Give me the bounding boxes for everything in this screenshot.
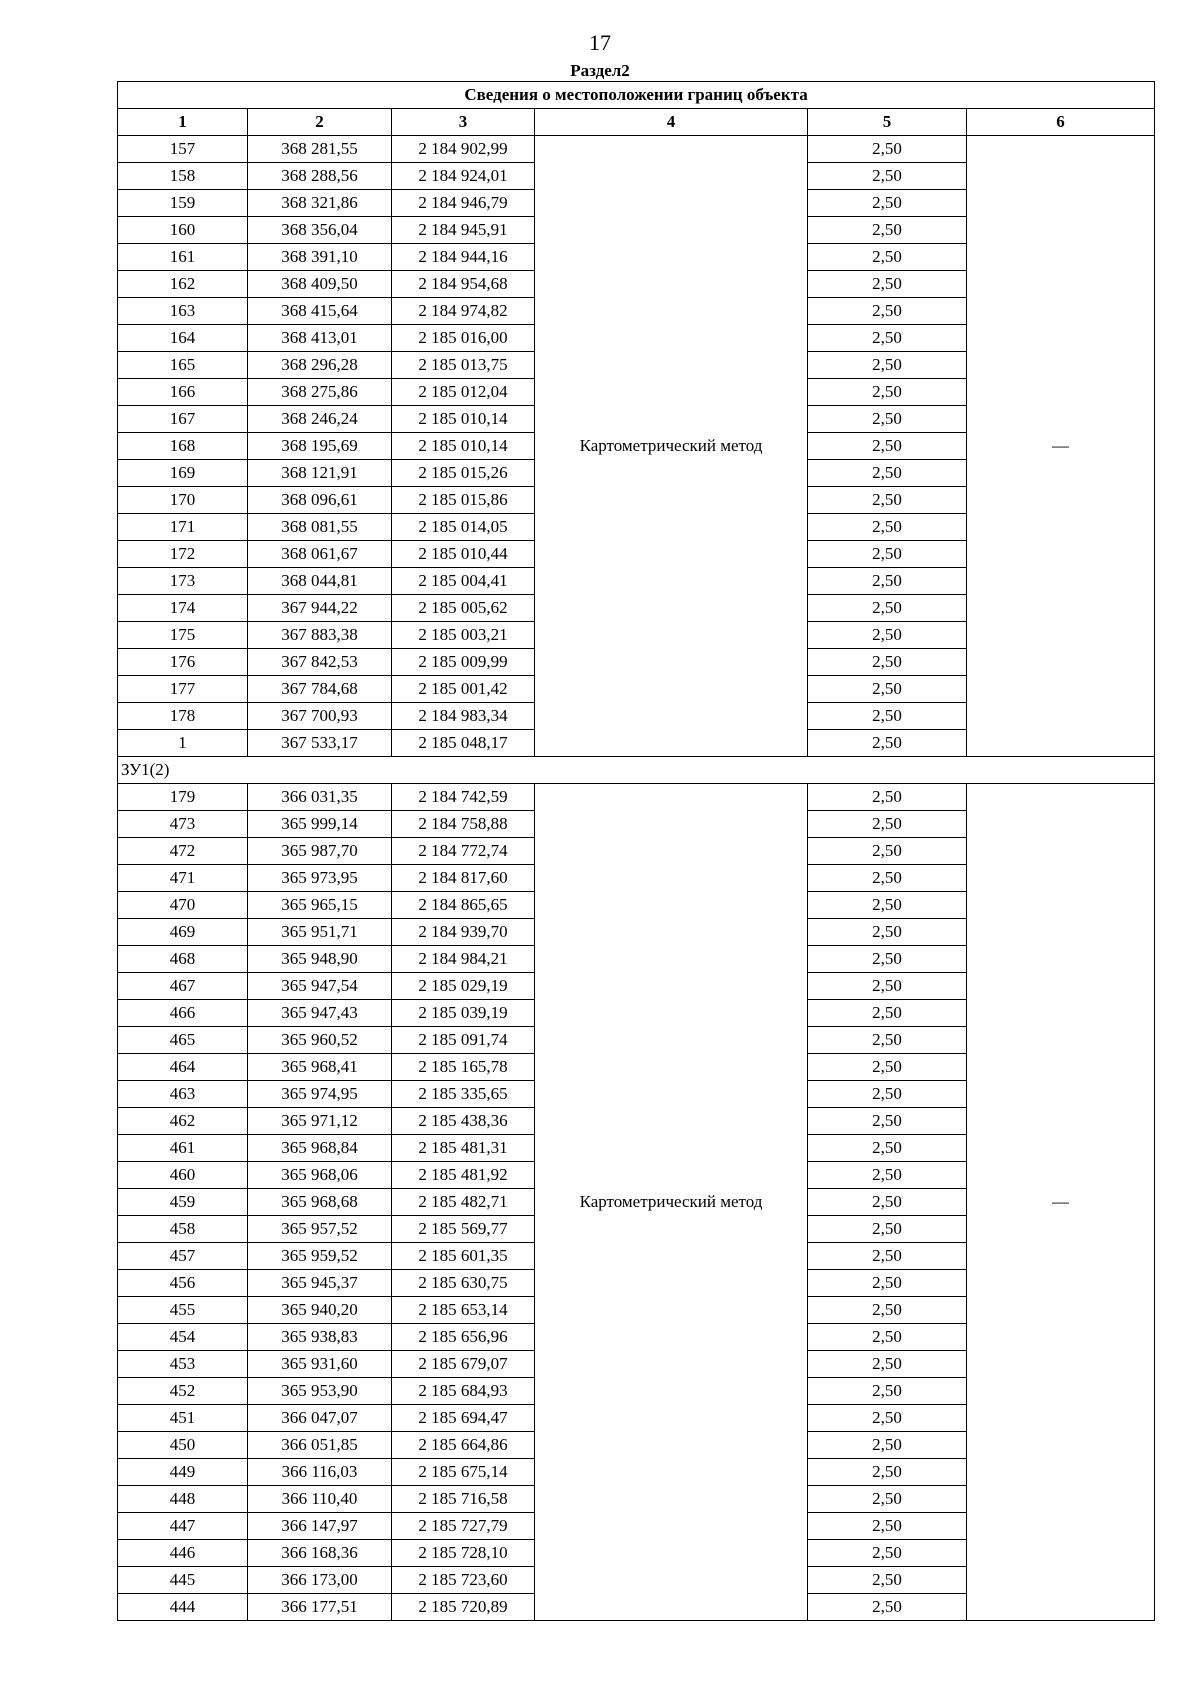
coordinate-y-cell: 2 185 720,89 [392,1594,535,1621]
coordinate-x-cell: 365 968,84 [248,1135,392,1162]
accuracy-cell: 2,50 [808,352,967,379]
accuracy-cell: 2,50 [808,919,967,946]
accuracy-cell: 2,50 [808,1000,967,1027]
coordinate-x-cell: 367 784,68 [248,676,392,703]
coordinate-x-cell: 366 047,07 [248,1405,392,1432]
coordinate-x-cell: 365 947,54 [248,973,392,1000]
point-number-cell: 444 [118,1594,248,1621]
coordinate-y-cell: 2 185 601,35 [392,1243,535,1270]
accuracy-cell: 2,50 [808,1054,967,1081]
coordinate-x-cell: 368 391,10 [248,244,392,271]
point-number-cell: 164 [118,325,248,352]
coordinate-x-cell: 368 246,24 [248,406,392,433]
coordinate-x-cell: 366 147,97 [248,1513,392,1540]
accuracy-cell: 2,50 [808,460,967,487]
coordinate-x-cell: 365 957,52 [248,1216,392,1243]
coordinate-x-cell: 368 413,01 [248,325,392,352]
point-number-cell: 161 [118,244,248,271]
coordinate-y-cell: 2 185 481,31 [392,1135,535,1162]
note-cell: — [967,136,1155,757]
point-number-cell: 453 [118,1351,248,1378]
point-number-cell: 171 [118,514,248,541]
coordinate-x-cell: 368 281,55 [248,136,392,163]
accuracy-cell: 2,50 [808,892,967,919]
accuracy-cell: 2,50 [808,838,967,865]
point-number-cell: 168 [118,433,248,460]
coordinate-x-cell: 365 951,71 [248,919,392,946]
column-header-3: 3 [392,109,535,136]
coordinate-y-cell: 2 184 954,68 [392,271,535,298]
point-number-cell: 466 [118,1000,248,1027]
coordinate-x-cell: 365 973,95 [248,865,392,892]
accuracy-cell: 2,50 [808,676,967,703]
coordinate-x-cell: 368 061,67 [248,541,392,568]
coordinate-x-cell: 367 944,22 [248,595,392,622]
point-number-cell: 457 [118,1243,248,1270]
accuracy-cell: 2,50 [808,1189,967,1216]
accuracy-cell: 2,50 [808,298,967,325]
point-number-cell: 463 [118,1081,248,1108]
point-number-cell: 455 [118,1297,248,1324]
point-number-cell: 467 [118,973,248,1000]
coordinate-x-cell: 365 999,14 [248,811,392,838]
coordinate-x-cell: 368 288,56 [248,163,392,190]
coordinate-y-cell: 2 184 946,79 [392,190,535,217]
coordinate-x-cell: 365 948,90 [248,946,392,973]
coordinate-y-cell: 2 184 984,21 [392,946,535,973]
table-row [118,784,1155,811]
accuracy-cell: 2,50 [808,487,967,514]
coordinate-y-cell: 2 185 727,79 [392,1513,535,1540]
coordinate-x-cell: 365 959,52 [248,1243,392,1270]
coordinate-y-cell: 2 185 165,78 [392,1054,535,1081]
point-number-cell: 174 [118,595,248,622]
coordinate-x-cell: 365 953,90 [248,1378,392,1405]
accuracy-cell: 2,50 [808,1486,967,1513]
point-number-cell: 456 [118,1270,248,1297]
coordinate-y-cell: 2 185 009,99 [392,649,535,676]
point-number-cell: 450 [118,1432,248,1459]
accuracy-cell: 2,50 [808,946,967,973]
coordinate-x-cell: 366 173,00 [248,1567,392,1594]
point-number-cell: 157 [118,136,248,163]
coordinate-y-cell: 2 184 924,01 [392,163,535,190]
accuracy-cell: 2,50 [808,865,967,892]
coordinate-y-cell: 2 185 664,86 [392,1432,535,1459]
coordinate-x-cell: 365 968,06 [248,1162,392,1189]
coordinate-x-cell: 365 968,68 [248,1189,392,1216]
accuracy-cell: 2,50 [808,1378,967,1405]
coordinate-x-cell: 368 121,91 [248,460,392,487]
coordinate-y-cell: 2 184 945,91 [392,217,535,244]
coordinate-x-cell: 368 356,04 [248,217,392,244]
accuracy-cell: 2,50 [808,541,967,568]
table-row [118,136,1155,163]
point-number-cell: 452 [118,1378,248,1405]
coordinate-y-cell: 2 185 091,74 [392,1027,535,1054]
coordinate-x-cell: 366 168,36 [248,1540,392,1567]
point-number-cell: 177 [118,676,248,703]
coordinate-y-cell: 2 185 679,07 [392,1351,535,1378]
coordinate-y-cell: 2 185 653,14 [392,1297,535,1324]
coordinate-x-cell: 365 940,20 [248,1297,392,1324]
accuracy-cell: 2,50 [808,406,967,433]
coordinate-y-cell: 2 185 569,77 [392,1216,535,1243]
point-number-cell: 448 [118,1486,248,1513]
accuracy-cell: 2,50 [808,190,967,217]
coordinate-y-cell: 2 185 039,19 [392,1000,535,1027]
coordinate-x-cell: 367 883,38 [248,622,392,649]
coordinate-x-cell: 365 974,95 [248,1081,392,1108]
note-cell: — [967,784,1155,1621]
coordinate-y-cell: 2 185 048,17 [392,730,535,757]
point-number-cell: 165 [118,352,248,379]
accuracy-cell: 2,50 [808,136,967,163]
accuracy-cell: 2,50 [808,1594,967,1621]
coordinate-y-cell: 2 184 742,59 [392,784,535,811]
coordinate-x-cell: 368 321,86 [248,190,392,217]
accuracy-cell: 2,50 [808,1270,967,1297]
point-number-cell: 172 [118,541,248,568]
method-cell: Картометрический метод [535,784,808,1621]
point-number-cell: 446 [118,1540,248,1567]
point-number-cell: 458 [118,1216,248,1243]
coordinate-y-cell: 2 185 723,60 [392,1567,535,1594]
accuracy-cell: 2,50 [808,244,967,271]
coordinate-x-cell: 365 968,41 [248,1054,392,1081]
coordinate-y-cell: 2 184 974,82 [392,298,535,325]
coordinate-x-cell: 368 409,50 [248,271,392,298]
coordinate-y-cell: 2 184 939,70 [392,919,535,946]
accuracy-cell: 2,50 [808,1216,967,1243]
coordinate-x-cell: 365 947,43 [248,1000,392,1027]
point-number-cell: 461 [118,1135,248,1162]
coordinate-y-cell: 2 185 694,47 [392,1405,535,1432]
column-header-1: 1 [118,109,248,136]
accuracy-cell: 2,50 [808,703,967,730]
accuracy-cell: 2,50 [808,163,967,190]
point-number-cell: 473 [118,811,248,838]
coordinate-x-cell: 367 842,53 [248,649,392,676]
accuracy-cell: 2,50 [808,784,967,811]
point-number-cell: 170 [118,487,248,514]
coordinate-x-cell: 368 081,55 [248,514,392,541]
coordinate-y-cell: 2 185 016,00 [392,325,535,352]
coordinate-x-cell: 366 177,51 [248,1594,392,1621]
accuracy-cell: 2,50 [808,1297,967,1324]
coordinate-x-cell: 365 965,15 [248,892,392,919]
coordinate-x-cell: 365 931,60 [248,1351,392,1378]
point-number-cell: 163 [118,298,248,325]
accuracy-cell: 2,50 [808,1162,967,1189]
boundary-coordinates-table [117,81,1155,1621]
accuracy-cell: 2,50 [808,514,967,541]
point-number-cell: 166 [118,379,248,406]
accuracy-cell: 2,50 [808,649,967,676]
coordinate-x-cell: 368 195,69 [248,433,392,460]
point-number-cell: 465 [118,1027,248,1054]
coordinate-x-cell: 366 110,40 [248,1486,392,1513]
point-number-cell: 167 [118,406,248,433]
accuracy-cell: 2,50 [808,1351,967,1378]
coordinate-x-cell: 367 700,93 [248,703,392,730]
coordinate-y-cell: 2 185 014,05 [392,514,535,541]
column-header-6: 6 [967,109,1155,136]
point-number-cell: 160 [118,217,248,244]
point-number-cell: 1 [118,730,248,757]
accuracy-cell: 2,50 [808,973,967,1000]
accuracy-cell: 2,50 [808,1081,967,1108]
point-number-cell: 454 [118,1324,248,1351]
point-number-cell: 471 [118,865,248,892]
coordinate-x-cell: 368 415,64 [248,298,392,325]
section-title: Раздел2 [570,61,630,80]
coordinate-x-cell: 368 044,81 [248,568,392,595]
coordinate-x-cell: 365 971,12 [248,1108,392,1135]
point-number-cell: 158 [118,163,248,190]
table-caption-row [118,82,1155,109]
point-number-cell: 464 [118,1054,248,1081]
accuracy-cell: 2,50 [808,1324,967,1351]
column-header-4: 4 [535,109,808,136]
coordinate-x-cell: 365 987,70 [248,838,392,865]
coordinate-y-cell: 2 185 003,21 [392,622,535,649]
coordinate-x-cell: 367 533,17 [248,730,392,757]
coordinate-y-cell: 2 185 015,26 [392,460,535,487]
coordinate-y-cell: 2 184 944,16 [392,244,535,271]
point-number-cell: 468 [118,946,248,973]
accuracy-cell: 2,50 [808,433,967,460]
table-caption: Сведения о местоположении границ объекта [118,82,1155,109]
coordinate-y-cell: 2 184 865,65 [392,892,535,919]
accuracy-cell: 2,50 [808,1567,967,1594]
point-number-cell: 173 [118,568,248,595]
column-header-row [118,109,1155,136]
point-number-cell: 175 [118,622,248,649]
column-header-5: 5 [808,109,967,136]
point-number-cell: 169 [118,460,248,487]
coordinate-x-cell: 366 116,03 [248,1459,392,1486]
accuracy-cell: 2,50 [808,1459,967,1486]
zone-row [118,757,1155,784]
point-number-cell: 449 [118,1459,248,1486]
point-number-cell: 159 [118,190,248,217]
coordinate-y-cell: 2 185 438,36 [392,1108,535,1135]
coordinate-y-cell: 2 185 656,96 [392,1324,535,1351]
coordinate-y-cell: 2 185 029,19 [392,973,535,1000]
coordinate-y-cell: 2 185 728,10 [392,1540,535,1567]
coordinate-y-cell: 2 185 675,14 [392,1459,535,1486]
table-body [118,136,1155,1621]
point-number-cell: 162 [118,271,248,298]
point-number-cell: 445 [118,1567,248,1594]
accuracy-cell: 2,50 [808,217,967,244]
coordinate-y-cell: 2 185 482,71 [392,1189,535,1216]
accuracy-cell: 2,50 [808,271,967,298]
coordinate-x-cell: 368 296,28 [248,352,392,379]
accuracy-cell: 2,50 [808,1405,967,1432]
point-number-cell: 469 [118,919,248,946]
coordinate-y-cell: 2 185 684,93 [392,1378,535,1405]
accuracy-cell: 2,50 [808,730,967,757]
page-number: 17 [589,30,611,55]
coordinate-y-cell: 2 185 481,92 [392,1162,535,1189]
coordinate-x-cell: 365 938,83 [248,1324,392,1351]
method-cell: Картометрический метод [535,136,808,757]
coordinate-y-cell: 2 185 005,62 [392,595,535,622]
coordinate-y-cell: 2 185 010,14 [392,433,535,460]
accuracy-cell: 2,50 [808,1540,967,1567]
coordinate-y-cell: 2 185 010,44 [392,541,535,568]
point-number-cell: 472 [118,838,248,865]
coordinate-y-cell: 2 184 817,60 [392,865,535,892]
coordinate-y-cell: 2 185 716,58 [392,1486,535,1513]
coordinate-y-cell: 2 184 772,74 [392,838,535,865]
point-number-cell: 470 [118,892,248,919]
coordinate-y-cell: 2 185 010,14 [392,406,535,433]
coordinate-x-cell: 366 051,85 [248,1432,392,1459]
point-number-cell: 179 [118,784,248,811]
point-number-cell: 447 [118,1513,248,1540]
point-number-cell: 459 [118,1189,248,1216]
coordinate-y-cell: 2 184 758,88 [392,811,535,838]
accuracy-cell: 2,50 [808,811,967,838]
point-number-cell: 460 [118,1162,248,1189]
coordinate-y-cell: 2 185 012,04 [392,379,535,406]
zone-label: ЗУ1(2) [118,757,1155,784]
accuracy-cell: 2,50 [808,1027,967,1054]
point-number-cell: 451 [118,1405,248,1432]
coordinate-x-cell: 366 031,35 [248,784,392,811]
accuracy-cell: 2,50 [808,1135,967,1162]
coordinate-y-cell: 2 184 983,34 [392,703,535,730]
coordinate-y-cell: 2 185 630,75 [392,1270,535,1297]
accuracy-cell: 2,50 [808,1432,967,1459]
coordinate-x-cell: 368 096,61 [248,487,392,514]
point-number-cell: 176 [118,649,248,676]
accuracy-cell: 2,50 [808,1108,967,1135]
coordinate-y-cell: 2 185 015,86 [392,487,535,514]
accuracy-cell: 2,50 [808,568,967,595]
accuracy-cell: 2,50 [808,379,967,406]
accuracy-cell: 2,50 [808,325,967,352]
coordinate-y-cell: 2 185 335,65 [392,1081,535,1108]
point-number-cell: 178 [118,703,248,730]
coordinate-x-cell: 365 945,37 [248,1270,392,1297]
coordinate-x-cell: 368 275,86 [248,379,392,406]
coordinate-y-cell: 2 184 902,99 [392,136,535,163]
accuracy-cell: 2,50 [808,595,967,622]
accuracy-cell: 2,50 [808,622,967,649]
coordinate-y-cell: 2 185 001,42 [392,676,535,703]
accuracy-cell: 2,50 [808,1243,967,1270]
point-number-cell: 462 [118,1108,248,1135]
coordinate-x-cell: 365 960,52 [248,1027,392,1054]
coordinate-y-cell: 2 185 004,41 [392,568,535,595]
coordinate-y-cell: 2 185 013,75 [392,352,535,379]
column-header-2: 2 [248,109,392,136]
accuracy-cell: 2,50 [808,1513,967,1540]
